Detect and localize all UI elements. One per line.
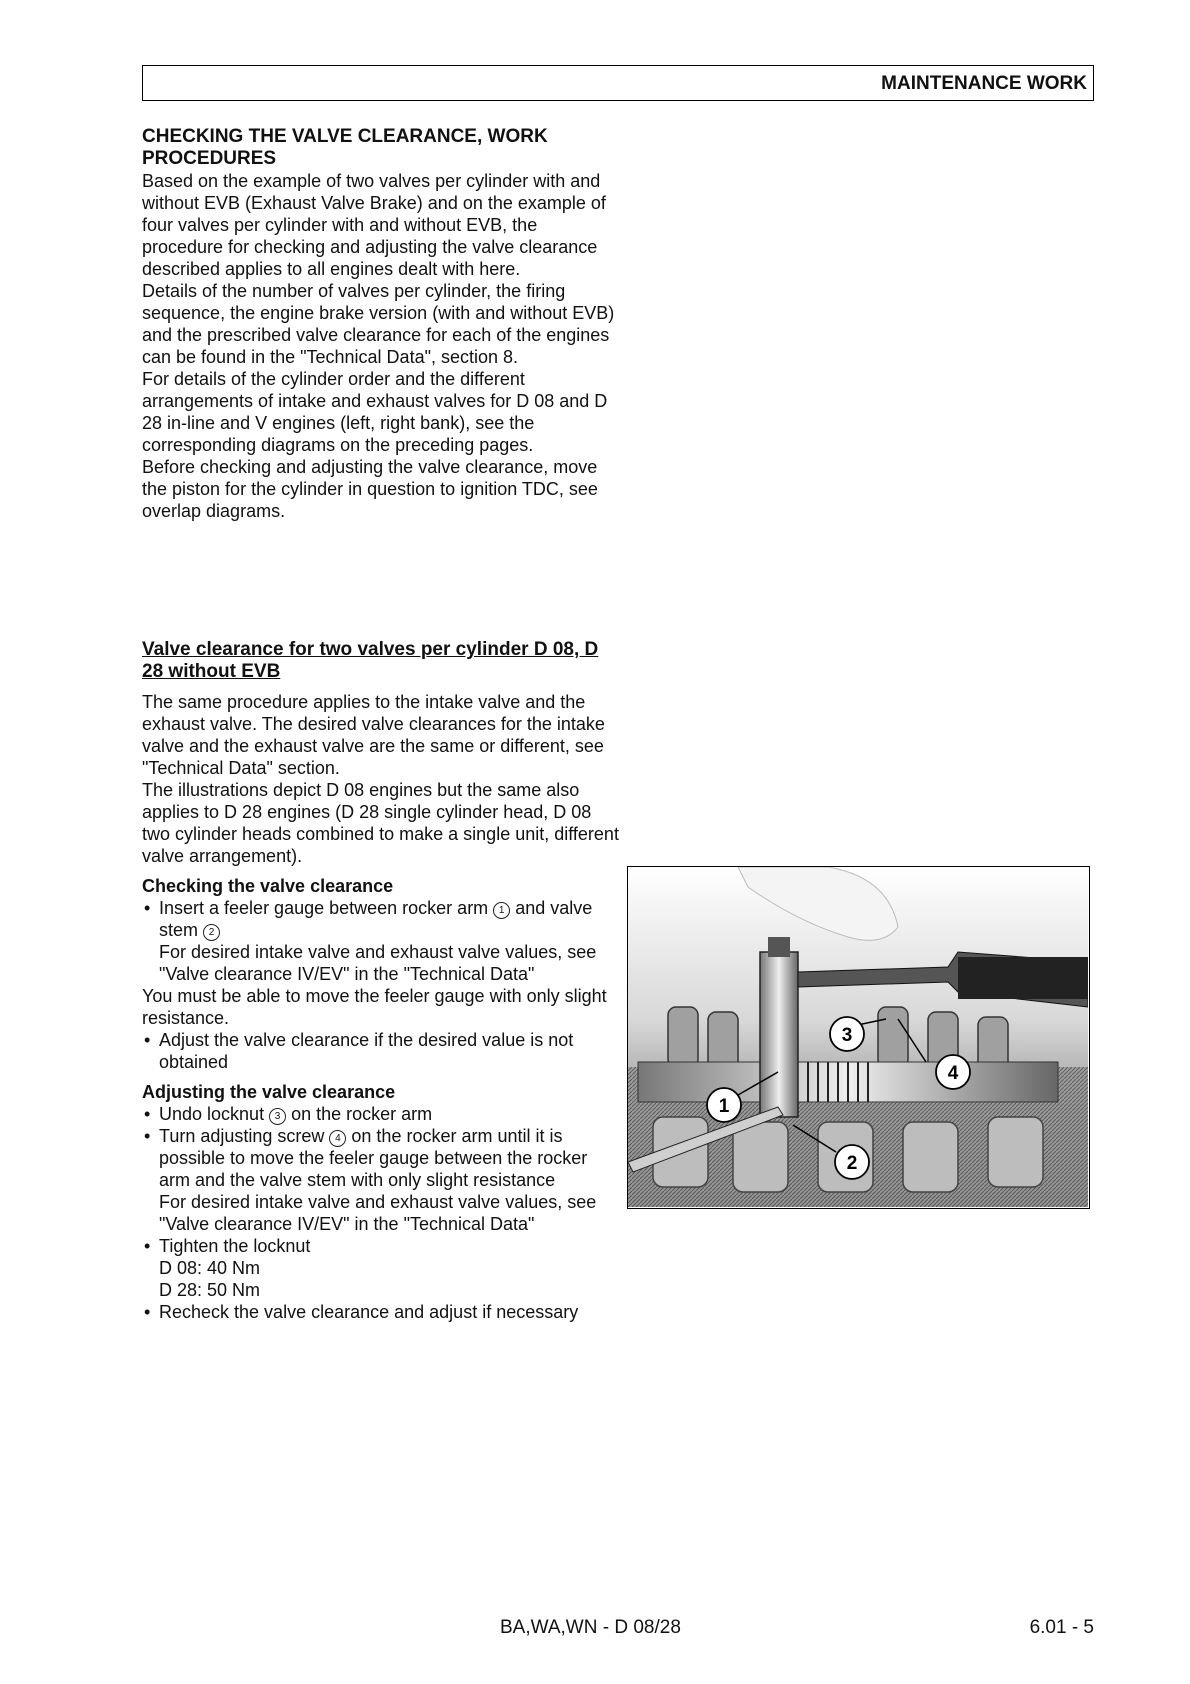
intro-paragraph: Details of the number of valves per cylinder, the firing sequence, the engine brake version (with and without EVB) and the prescribed valve clearance for each of the engines can be found in the "Technical Data", section 8.: [142, 281, 615, 367]
section-two-valves: [142, 639, 622, 1323]
body-note: You must be able to move the feeler gauge with only slight resistance.: [142, 986, 607, 1028]
callout-4: [936, 1055, 970, 1089]
header-title: MAINTENANCE WORK: [881, 73, 1087, 94]
step: • Adjust the valve clearance if the desired value is not obtained: [144, 1030, 574, 1072]
valve-illustration: [628, 867, 1088, 1207]
torque-value: D 28: 50 Nm: [159, 1280, 261, 1300]
step: • Insert a feeler gauge between rocker arm 1 and valve stem 2 For desired intake valve and exhaust valve values, see "Valve clearance IV/EV" in the "Technical Data": [142, 897, 622, 985]
section-intro: [142, 126, 622, 522]
subsection-title: Valve clearance for two valves per cylinder D 08, D 28 without EVB: [142, 639, 599, 682]
checking-steps: [142, 1029, 622, 1073]
callout-ref: 2: [203, 924, 220, 941]
step: • Turn adjusting screw 4 on the rocker arm until it is possible to move the feeler gauge between the rocker arm and the valve stem with only slight resistance For desired intake valve and exhaust valve values, see "Valve clearance IV/EV" in the "Technical Data": [142, 1125, 622, 1235]
valve-photo: [627, 866, 1090, 1209]
section-title: CHECKING THE VALVE CLEARANCE, WORK PROCEDURES: [142, 126, 548, 169]
intro-paragraph: For details of the cylinder order and the different arrangements of intake and exhaust valves for D 08 and D 28 in-line and V engines (left, right bank), see the corresponding diagrams on the preceding pages.: [142, 369, 608, 455]
callout-3: [830, 1017, 864, 1051]
step-note: For desired intake valve and exhaust valve values, see "Valve clearance IV/EV" in the "Technical Data": [159, 1192, 597, 1234]
intro-paragraph: Based on the example of two valves per cylinder with and without EVB (Exhaust Valve Brake) and on the example of four valves per cylinder with and without EVB, the procedure for checking and adjusting the valve clearance described applies to all engines dealt with here.: [142, 171, 606, 279]
step: • Tighten the locknut D 08: 40 Nm D 28: 50 Nm: [142, 1235, 622, 1301]
callout-1: [707, 1088, 741, 1122]
step-note: For desired intake valve and exhaust valve values, see "Valve clearance IV/EV" in the "Technical Data": [159, 942, 597, 984]
checking-heading: Checking the valve clearance: [142, 876, 394, 896]
step: • Undo locknut 3 on the rocker arm: [144, 1104, 433, 1124]
svg-text:2: 2: [846, 1153, 858, 1174]
svg-text:4: 4: [947, 1063, 959, 1084]
adjusting-steps: [142, 1103, 622, 1323]
callout-2: [835, 1145, 869, 1179]
checking-steps: [142, 897, 622, 985]
body-paragraph: The same procedure applies to the intake valve and the exhaust valve. The desired valve clearances for the intake valve and the exhaust valve are the same or different, see "Technical Data" section.: [142, 692, 605, 778]
svg-text:1: 1: [718, 1096, 730, 1117]
torque-value: D 08: 40 Nm: [159, 1258, 261, 1278]
body-paragraph: The illustrations depict D 08 engines but the same also applies to D 28 engines (D 28 single cylinder head, D 08 two cylinder heads combined to make a single unit, different valve arrangement).: [142, 780, 619, 866]
page-number: 6.01 - 5: [1029, 1617, 1094, 1638]
svg-text:3: 3: [841, 1025, 853, 1046]
adjusting-heading: Adjusting the valve clearance: [142, 1082, 396, 1102]
callout-ref: 1: [493, 902, 510, 919]
callout-ref: 3: [269, 1108, 286, 1125]
intro-paragraph: Before checking and adjusting the valve clearance, move the piston for the cylinder in question to ignition TDC, see overlap diagrams.: [142, 457, 598, 521]
footer-doc-id: BA,WA,WN - D 08/28: [500, 1617, 681, 1638]
header-box: [142, 65, 1094, 101]
callout-ref: 4: [329, 1130, 346, 1147]
step: • Recheck the valve clearance and adjust if necessary: [144, 1302, 579, 1322]
